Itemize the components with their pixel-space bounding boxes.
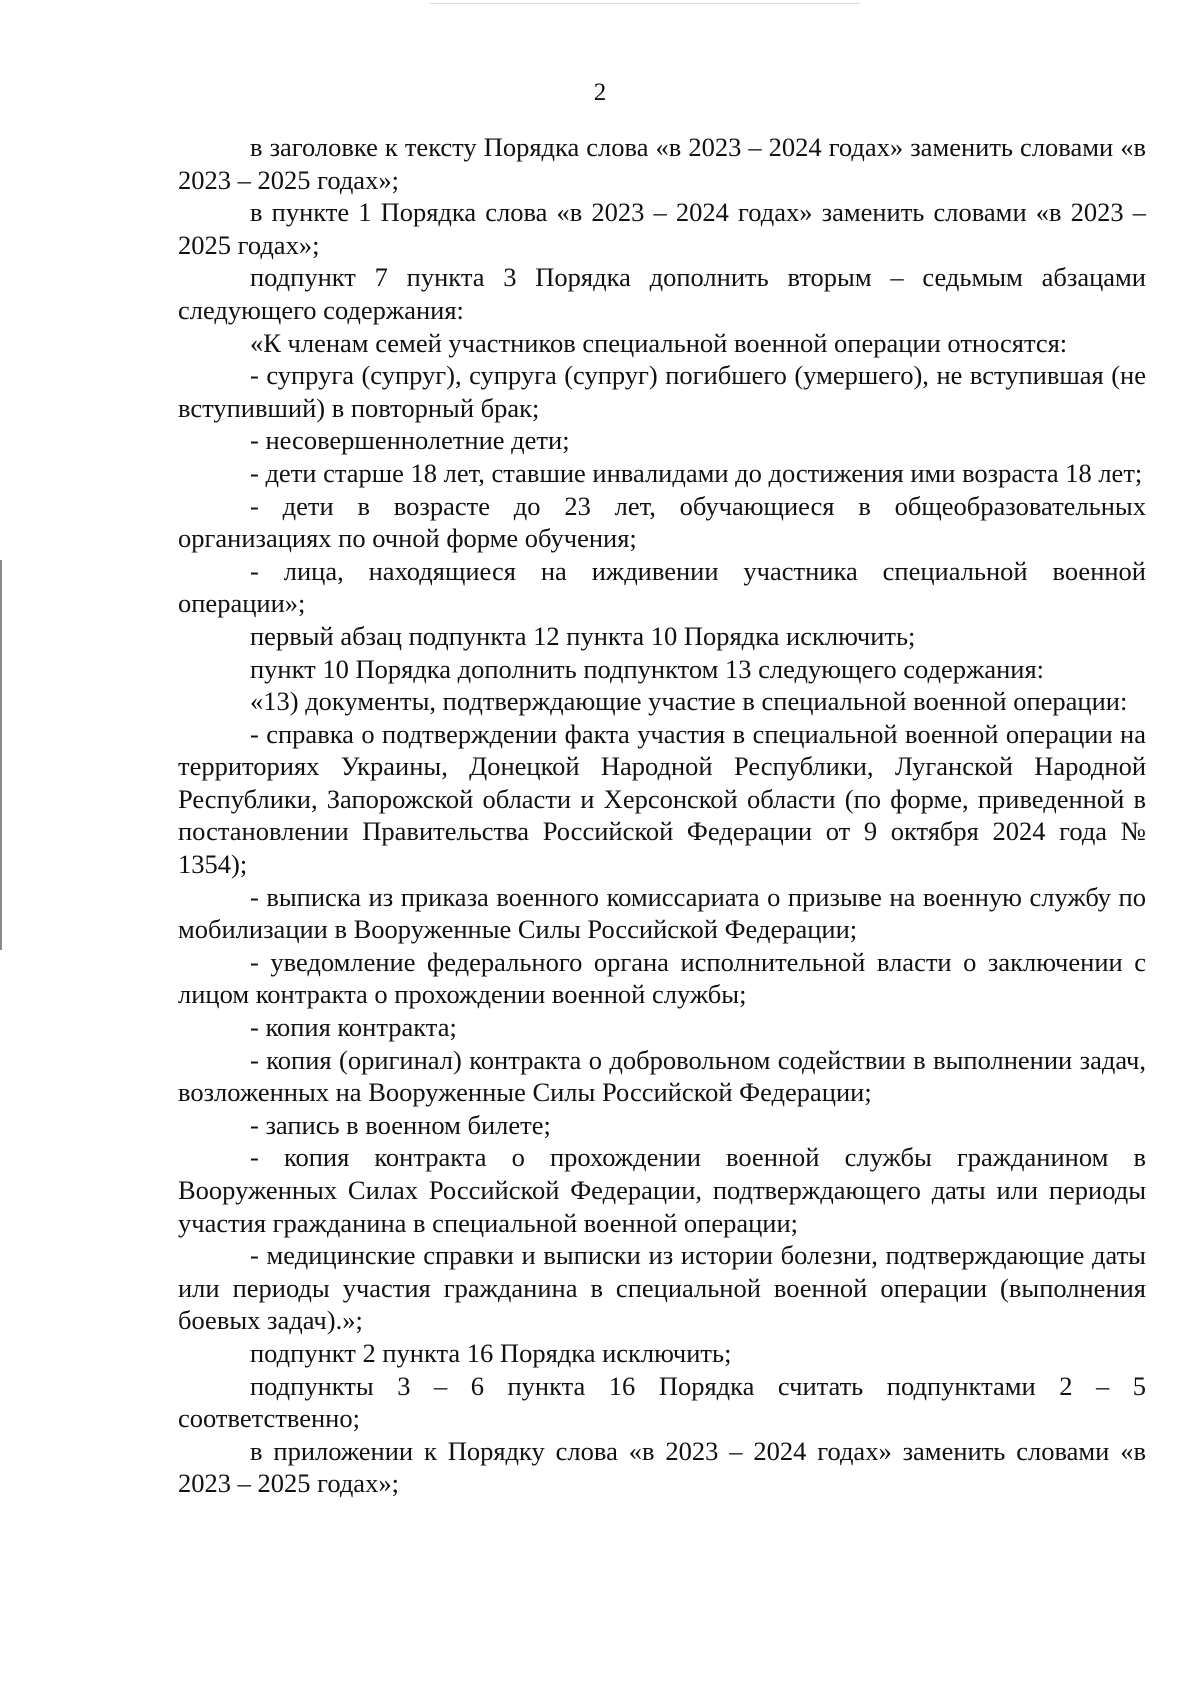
scan-left-edge bbox=[0, 560, 2, 950]
list-item-contract-notice: - уведомление федерального органа исполнительной власти о заключении с лицом контракта о прохождении военной службы; bbox=[178, 946, 1146, 1010]
list-item-military-id-record: - запись в военном билете; bbox=[250, 1109, 551, 1140]
list-item-spouse: - супруга (супруг), супруга (супруг) погибшего (умершего), не вступившая (не вступивший) в повторный брак; bbox=[178, 360, 1146, 423]
list-item-dependents: - лица, находящиеся на иждивении участника специальной военной операции»; bbox=[178, 555, 1146, 619]
paragraph-subpoint-7-addition: подпункт 7 пункта 3 Порядка дополнить вторым – седьмым абзацами следующего содержания: bbox=[178, 262, 1146, 325]
scan-top-edge bbox=[430, 3, 860, 4]
list-item-volunteer-contract: - копия (оригинал) контракта о добровольном содействии в выполнении задач, возложенных на Вооруженные Силы Российской Федерации; bbox=[178, 1044, 1146, 1108]
list-item-contract-copy: - копия контракта; bbox=[250, 1012, 457, 1043]
paragraph-subpoint-12-exclusion: первый абзац подпункта 12 пункта 10 Порядка исключить; bbox=[250, 620, 916, 651]
list-item-participation-certificate: - справка о подтверждении факта участия в специальной военной операции на территориях Украины, Донецкой Народной Республики, Луганской Народной Республики, Запорожской области и Херсонской области (по форме, приведенной в постановлении Правительства Российской Федерации от 9 октября 2024 года № 1354); bbox=[178, 718, 1146, 880]
list-item-disabled-children: - дети старше 18 лет, ставшие инвалидами до достижения ими возраста 18 лет; bbox=[250, 457, 1143, 488]
paragraph-point-1-amendment: в пункте 1 Порядка слова «в 2023 – 2024 годах» заменить словами «в 2023 – 2025 годах»; bbox=[178, 197, 1146, 260]
list-item-students: - дети в возрасте до 23 лет, обучающиеся в общеобразовательных организациях по очной форме обучения; bbox=[178, 490, 1146, 554]
paragraph-title-amendment: в заголовке к тексту Порядка слова «в 2023 – 2024 годах» заменить словами «в 2023 – 2025 годах»; bbox=[178, 132, 1146, 195]
paragraph-subpoint-13-intro: «13) документы, подтверждающие участие в специальной военной операции: bbox=[250, 686, 1128, 717]
paragraph-family-members-intro: «К членам семей участников специальной военной операции относятся: bbox=[250, 327, 1068, 358]
document-body bbox=[178, 131, 1146, 1500]
list-item-mobilization-order: - выписка из приказа военного комиссариата о призыве на военную службу по мобилизации в Вооруженные Силы Российской Федерации; bbox=[178, 881, 1146, 945]
paragraph-subpoint-2-exclusion: подпункт 2 пункта 16 Порядка исключить; bbox=[250, 1337, 732, 1368]
paragraph-subpoints-renumbering: подпункты 3 – 6 пункта 16 Порядка считать подпунктами 2 – 5 соответственно; bbox=[178, 1370, 1146, 1434]
list-item-service-contract-copy: - копия контракта о прохождении военной службы гражданином в Вооруженных Силах Российской Федерации, подтверждающего даты или периоды участия гражданина в специальной военной операции; bbox=[178, 1142, 1146, 1238]
list-item-minor-children: - несовершеннолетние дети; bbox=[250, 425, 570, 456]
list-item-medical-certificates: - медицинские справки и выписки из истории болезни, подтверждающие даты или периоды участия гражданина в специальной военной операции (выполнения боевых задач).»; bbox=[178, 1240, 1146, 1336]
paragraph-appendix-amendment: в приложении к Порядку слова «в 2023 – 2024 годах» заменить словами «в 2023 – 2025 годах»; bbox=[178, 1435, 1146, 1499]
paragraph-point-10-addition: пункт 10 Порядка дополнить подпунктом 13 следующего содержания: bbox=[250, 653, 1045, 684]
page-number: 2 bbox=[593, 79, 607, 106]
